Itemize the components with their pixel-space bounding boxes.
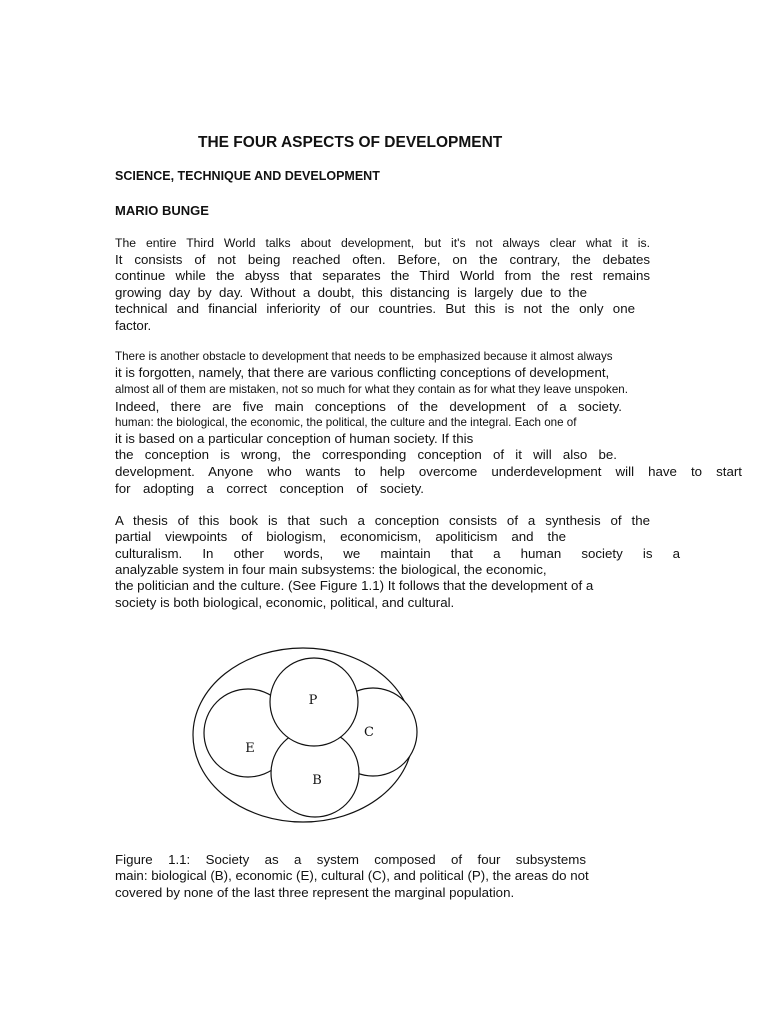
paragraph-3-line: partial viewpoints of biologism, economicism, apoliticism and the bbox=[115, 529, 566, 544]
figure-caption-line: covered by none of the last three represent the marginal population. bbox=[115, 885, 515, 900]
biological-label: B bbox=[312, 773, 322, 788]
paragraph-2-line: Indeed, there are five main conceptions of the development of a society. bbox=[115, 399, 622, 414]
paragraph-2-line: development. Anyone who wants to help overcome underdevelopment will have to start bbox=[115, 464, 742, 479]
paragraph-1-line: It consists of not being reached often. Before, on the contrary, the debates bbox=[115, 252, 650, 267]
paragraph-3-line: A thesis of this book is that such a conception consists of a synthesis of the bbox=[115, 513, 650, 528]
paragraph-1-line: The entire Third World talks about development, but it's not always clear what it is. bbox=[115, 236, 650, 250]
paragraph-2-line: the conception is wrong, the corresponding conception of it will also be. bbox=[115, 447, 617, 462]
paragraph-2-line: for adopting a correct conception of society. bbox=[115, 481, 424, 496]
figure-caption-line: Figure 1.1: Society as a system composed of four subsystems bbox=[115, 852, 586, 867]
paragraph-1-line: growing day by day. Without a doubt, this distancing is largely due to the bbox=[115, 285, 587, 300]
paragraph-2-line: There is another obstacle to development that needs to be emphasized because it almost always bbox=[115, 350, 613, 363]
paragraph-3-line: culturalism. In other words, we maintain that a human society is a bbox=[115, 546, 680, 561]
paragraph-2-line: almost all of them are mistaken, not so much for what they contain as for what they leave unspoken. bbox=[115, 383, 628, 396]
paragraph-2-line: it is forgotten, namely, that there are various conflicting conceptions of development, bbox=[115, 365, 610, 380]
paragraph-2-line: human: the biological, the economic, the political, the culture and the integral. Each one of bbox=[115, 416, 577, 429]
political-label: P bbox=[308, 693, 318, 708]
cultural-label: C bbox=[364, 725, 374, 740]
figure-caption-line: main: biological (B), economic (E), cultural (C), and political (P), the areas do not bbox=[115, 868, 589, 883]
paragraph-2-line: it is based on a particular conception of human society. If this bbox=[115, 431, 474, 446]
paragraph-3-line: analyzable system in four main subsystems: the biological, the economic, bbox=[115, 562, 547, 577]
paragraph-1-line: technical and financial inferiority of our countries. But this is not the only one bbox=[115, 301, 635, 316]
economic-label: E bbox=[245, 741, 255, 756]
paragraph-1-line: factor. bbox=[115, 318, 152, 333]
paragraph-3-line: the politician and the culture. (See Figure 1.1) It follows that the development of a bbox=[115, 578, 594, 593]
author-name: MARIO BUNGE bbox=[115, 203, 209, 218]
document-title: THE FOUR ASPECTS OF DEVELOPMENT bbox=[198, 134, 503, 151]
document-subtitle: SCIENCE, TECHNIQUE AND DEVELOPMENT bbox=[115, 169, 380, 183]
paragraph-3-line: society is both biological, economic, political, and cultural. bbox=[115, 595, 455, 610]
paragraph-1-line: continue while the abyss that separates the Third World from the rest remains bbox=[115, 268, 650, 283]
society-subsystems-diagram bbox=[190, 645, 420, 845]
